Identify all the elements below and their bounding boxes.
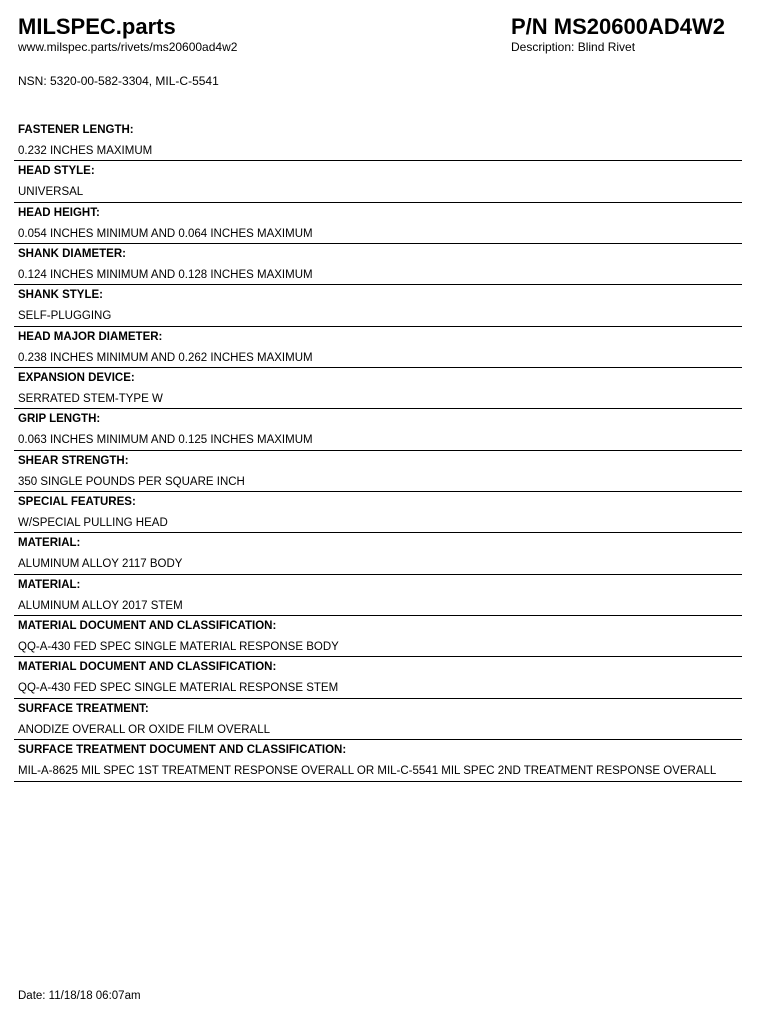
spec-label: MATERIAL: — [18, 578, 81, 591]
spec-label: MATERIAL: — [18, 537, 81, 550]
spec-label: SPECIAL FEATURES: — [18, 496, 136, 509]
spec-row — [14, 616, 742, 657]
spec-value: 0.124 INCHES MINIMUM AND 0.128 INCHES MAXIMUM — [18, 269, 313, 282]
spec-label: SHANK STYLE: — [18, 289, 103, 302]
spec-row — [14, 244, 742, 285]
spec-row — [14, 120, 742, 161]
spec-row — [14, 533, 742, 574]
spec-value: SELF-PLUGGING — [18, 310, 112, 323]
spec-row — [14, 740, 742, 781]
spec-value: 350 SINGLE POUNDS PER SQUARE INCH — [18, 475, 245, 488]
spec-value: 0.238 INCHES MINIMUM AND 0.262 INCHES MAXIMUM — [18, 351, 313, 364]
footer-date: Date: 11/18/18 06:07am — [18, 990, 141, 1002]
spec-row — [14, 699, 742, 740]
spec-row — [14, 161, 742, 202]
spec-row — [14, 285, 742, 326]
spec-value: ALUMINUM ALLOY 2117 BODY — [18, 558, 183, 571]
spec-row — [14, 409, 742, 450]
part-number: P/N MS20600AD4W2 — [511, 14, 725, 39]
spec-label: GRIP LENGTH: — [18, 413, 101, 426]
site-url: www.milspec.parts/rivets/ms20600ad4w2 — [18, 40, 238, 54]
spec-label: HEAD MAJOR DIAMETER: — [18, 330, 163, 343]
spec-label: MATERIAL DOCUMENT AND CLASSIFICATION: — [18, 620, 277, 633]
spec-row — [14, 657, 742, 698]
spec-row — [14, 492, 742, 533]
spec-row — [14, 203, 742, 244]
spec-row — [14, 451, 742, 492]
spec-label: MATERIAL DOCUMENT AND CLASSIFICATION: — [18, 661, 277, 674]
spec-value: QQ-A-430 FED SPEC SINGLE MATERIAL RESPONSE STEM — [18, 682, 339, 695]
spec-row — [14, 575, 742, 616]
brand-title: MILSPEC.parts — [18, 14, 176, 39]
part-description: Description: Blind Rivet — [511, 40, 636, 54]
spec-value: ANODIZE OVERALL OR OXIDE FILM OVERALL — [18, 723, 271, 736]
nsn-line: NSN: 5320-00-582-3304, MIL-C-5541 — [18, 74, 219, 88]
spec-label: HEAD HEIGHT: — [18, 206, 100, 219]
spec-label: SHANK DIAMETER: — [18, 248, 126, 261]
spec-value: 0.232 INCHES MAXIMUM — [18, 145, 153, 157]
spec-value: MIL-A-8625 MIL SPEC 1ST TREATMENT RESPONSE OVERALL OR MIL-C-5541 MIL SPEC 2ND TREATMENT RESPONSE OVERALL — [18, 765, 717, 778]
spec-label: HEAD STYLE: — [18, 165, 95, 178]
spec-row — [14, 368, 742, 409]
spec-value: UNIVERSAL — [18, 186, 84, 199]
spec-row — [14, 327, 742, 368]
spec-label: FASTENER LENGTH: — [18, 124, 134, 136]
spec-table — [14, 120, 742, 782]
spec-label: SURFACE TREATMENT: — [18, 702, 149, 715]
spec-value: QQ-A-430 FED SPEC SINGLE MATERIAL RESPONSE BODY — [18, 641, 339, 654]
spec-label: EXPANSION DEVICE: — [18, 372, 135, 385]
spec-value: 0.054 INCHES MINIMUM AND 0.064 INCHES MAXIMUM — [18, 227, 313, 240]
spec-value: ALUMINUM ALLOY 2017 STEM — [18, 599, 183, 612]
spec-label: SURFACE TREATMENT DOCUMENT AND CLASSIFICATION: — [18, 744, 347, 757]
spec-value: 0.063 INCHES MINIMUM AND 0.125 INCHES MAXIMUM — [18, 434, 313, 447]
spec-value: W/SPECIAL PULLING HEAD — [18, 517, 168, 530]
spec-label: SHEAR STRENGTH: — [18, 454, 129, 467]
spec-value: SERRATED STEM-TYPE W — [18, 393, 163, 406]
